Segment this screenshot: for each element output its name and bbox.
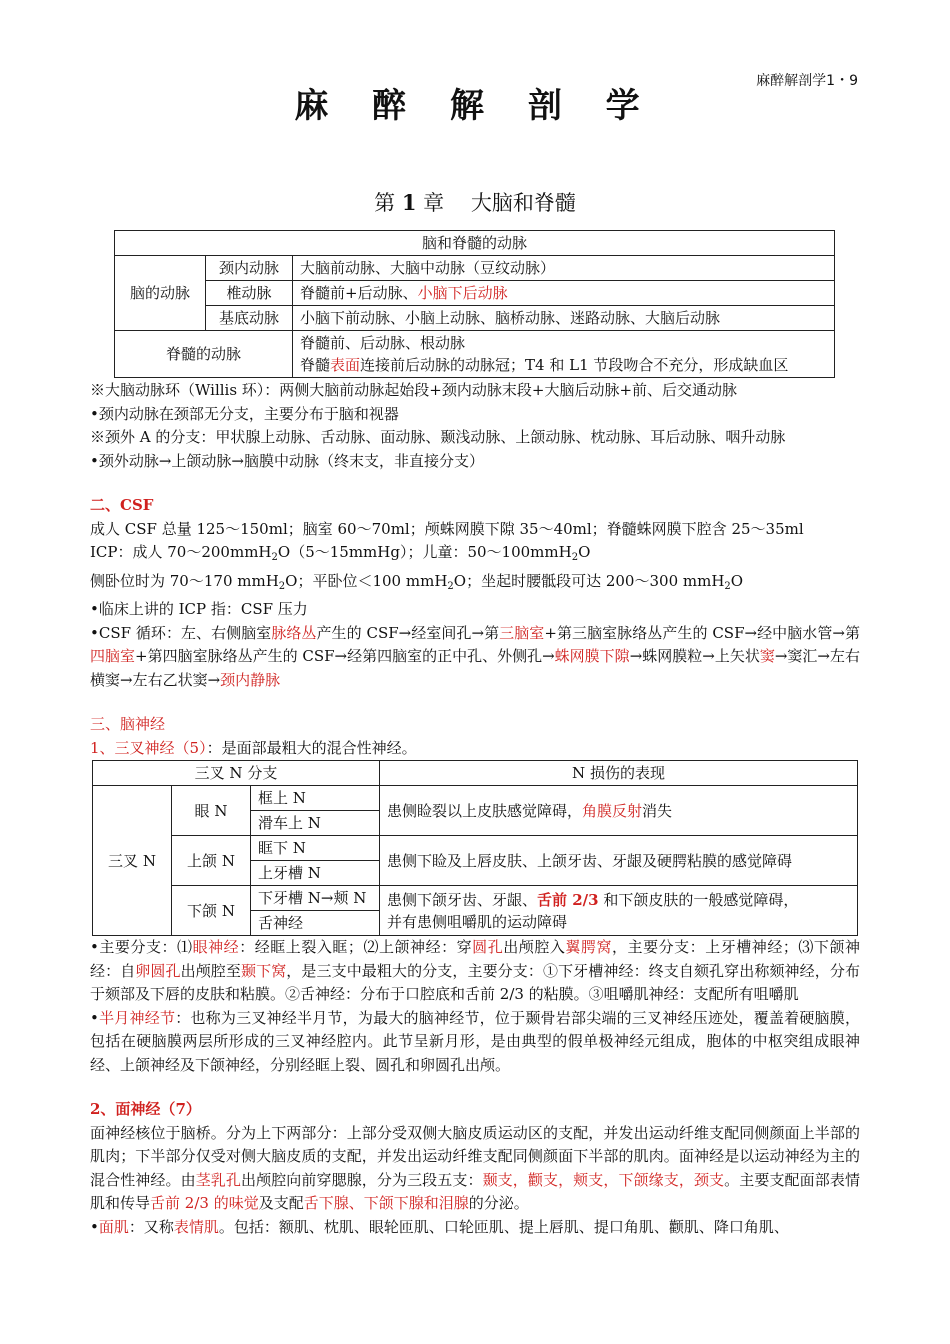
branch-name: 上颌 N — [172, 836, 251, 886]
trigeminal-label: 三叉 N — [93, 786, 172, 936]
csf-volume: 成人 CSF 总量 125～150ml；脑室 60～70ml；颅蛛网膜下隙 35～40ml；脊髓蛛网膜下腔含 25～35ml — [90, 519, 804, 538]
sub-branch: 框上 N — [251, 786, 380, 811]
trigeminal-branches-text: •主要分支：⑴眼神经：经眶上裂入眶；⑵上颌神经：穿圆孔出颅腔入翼腭窝，主要分支：上牙槽神经；⑶下颌神经：自卵圆孔出颅腔至颞下窝，是三支中最粗大的分支，主要分支：①下牙槽神经：终支自颏孔穿出称颏神经，分布于颏部及下唇的皮肤和粘膜。②舌神经：分布于口腔底和舌前 2/3 的粘膜。③咀嚼肌神经：支配所有咀嚼肌 — [90, 938, 860, 1003]
csf-circulation: •CSF 循环：左、右侧脑室脉络丛产生的 CSF→经室间孔→第三脑室+第三脑室脉络丛产生的 CSF→经中脑水管→第四脑室+第四脑室脉络丛产生的 CSF→经第四脑室的正中孔、外侧孔→蛛网膜下隙→蛛网膜粒→上矢状窦→窦汇→左右横窦→左右乙状窦→颈内静脉 — [90, 623, 861, 689]
artery-name: 颈内动脉 — [206, 256, 293, 281]
facial-nerve-heading: 2、面神经（7） — [90, 1100, 201, 1118]
chapter-number: 1 — [401, 190, 417, 215]
artery-branches: 小脑下前动脉、小脑上动脉、脑桥动脉、迷路动脉、大脑后动脉 — [293, 306, 835, 331]
facial-nerve-text: 面神经核位于脑桥。分为上下两部分：上部分受双侧大脑皮质运动区的支配，并发出运动纤维支配同侧颜面上半部的肌肉；下半部分仅受对侧大脑皮质的支配，并发出运动纤维支配同侧颜面下半部的肌肉。面神经是以运动神经为主的混合性神经。由茎乳孔出颅腔向前穿腮腺，分为三段五支：颞支，颧支，颊支，下颌缘支，颈支。主要支配面部表情肌和传导舌前 2/3 的味觉及支配舌下腺、下颌下腺和泪腺的分泌。 — [90, 1123, 860, 1212]
artery-table-header: 脑和脊髓的动脉 — [115, 231, 835, 256]
brain-artery-label: 脑的动脉 — [115, 256, 206, 331]
chapter-suffix: 章 — [423, 191, 445, 215]
spinal-artery-label: 脊髓的动脉 — [115, 331, 293, 378]
chapter-title — [0, 187, 950, 217]
branch-name: 眼 N — [172, 786, 251, 836]
facial-muscle-text: •面肌：又称表情肌。包括：额肌、枕肌、眼轮匝肌、口轮匝肌、提上唇肌、提口角肌、颧肌、降口角肌、 — [90, 1217, 789, 1236]
artery-notes — [90, 379, 860, 473]
artery-table — [114, 230, 835, 378]
note-line: ※颈外 A 的分支：甲状腺上动脉、舌动脉、面动脉、颞浅动脉、上颌动脉、枕动脉、耳后动脉、咽升动脉 — [90, 428, 786, 446]
injury-text: 患侧下颌牙齿、牙龈、舌前 2/3 和下颌皮肤的一般感觉障碍， 并有患侧咀嚼肌的运动障碍 — [380, 886, 858, 936]
trigeminal-intro: 1、三叉神经（5）：是面部最粗大的混合性神经。 — [90, 738, 417, 757]
semilunar-ganglion-text: •半月神经节：也称为三叉神经半月节，为最大的脑神经节，位于颞骨岩部尖端的三叉神经压迹处，覆盖着硬脑膜，包括在硬脑膜两层所形成的三叉神经腔内。此节呈新月形，是由典型的假单极神经元组成，胞体的中枢突组成眼神经、上颌神经及下颌神经，分别经眶上裂、圆孔和卵圆孔出颅。 — [90, 1008, 860, 1074]
note-line: •颈外动脉→上颌动脉→脑膜中动脉（终末支，非直接分支） — [90, 451, 484, 470]
spinal-artery-text: 脊髓前、后动脉、根动脉 脊髓表面连接前后动脉的动脉冠；T4 和 L1 节段吻合不充分，形成缺血区 — [293, 331, 835, 378]
sub-branch: 下牙槽 N→颊 N — [251, 886, 380, 911]
trigeminal-table — [92, 760, 858, 936]
csf-position-pressure: 侧卧位时为 70～170 mmH$_2$O；平卧位＜100 mmH$_2$O；坐起时腰骶段可达 200～300 mmH$_2$O — [90, 571, 744, 592]
csf-heading: 二、CSF — [90, 496, 154, 514]
running-header: 麻醉解剖学1・9 — [756, 73, 858, 89]
sub-branch: 眶下 N — [251, 836, 380, 861]
artery-name: 基底动脉 — [206, 306, 293, 331]
artery-name: 椎动脉 — [206, 281, 293, 306]
artery-branches: 脊髓前+后动脉、小脑下后动脉 — [293, 281, 835, 306]
sub-branch: 上牙槽 N — [251, 861, 380, 886]
main-content — [90, 230, 860, 1239]
sub-branch: 滑车上 N — [251, 811, 380, 836]
sub-branch: 舌神经 — [251, 911, 380, 936]
injury-header: N 损伤的表现 — [380, 761, 858, 786]
chapter-prefix: 第 — [374, 191, 396, 215]
csf-icp: ICP：成人 70～200mmH$_2$O（5～15mmHg）；儿童：50～100mmH$_2$O — [90, 543, 591, 563]
note-line: ※大脑动脉环（Willis 环）：两侧大脑前动脉起始段+颈内动脉末段+大脑后动脉+前、后交通动脉 — [90, 381, 738, 399]
note-line: •颈内动脉在颈部无分支，主要分布于脑和视器 — [90, 404, 399, 423]
artery-branches: 大脑前动脉、大脑中动脉（豆纹动脉） — [293, 256, 835, 281]
chapter-name: 大脑和脊髓 — [470, 191, 576, 215]
document-title: 麻 醉 解 剖 学 — [294, 86, 656, 126]
branch-name: 下颌 N — [172, 886, 251, 936]
cranial-nerves-heading: 三、脑神经 — [90, 715, 166, 733]
csf-clinical: •临床上讲的 ICP 指：CSF 压力 — [90, 600, 308, 618]
injury-text: 患侧睑裂以上皮肤感觉障碍，角膜反射消失 — [380, 786, 858, 836]
injury-text: 患侧下睑及上唇皮肤、上颌牙齿、牙龈及硬腭粘膜的感觉障碍 — [380, 836, 858, 886]
branch-header: 三叉 N 分支 — [93, 761, 380, 786]
